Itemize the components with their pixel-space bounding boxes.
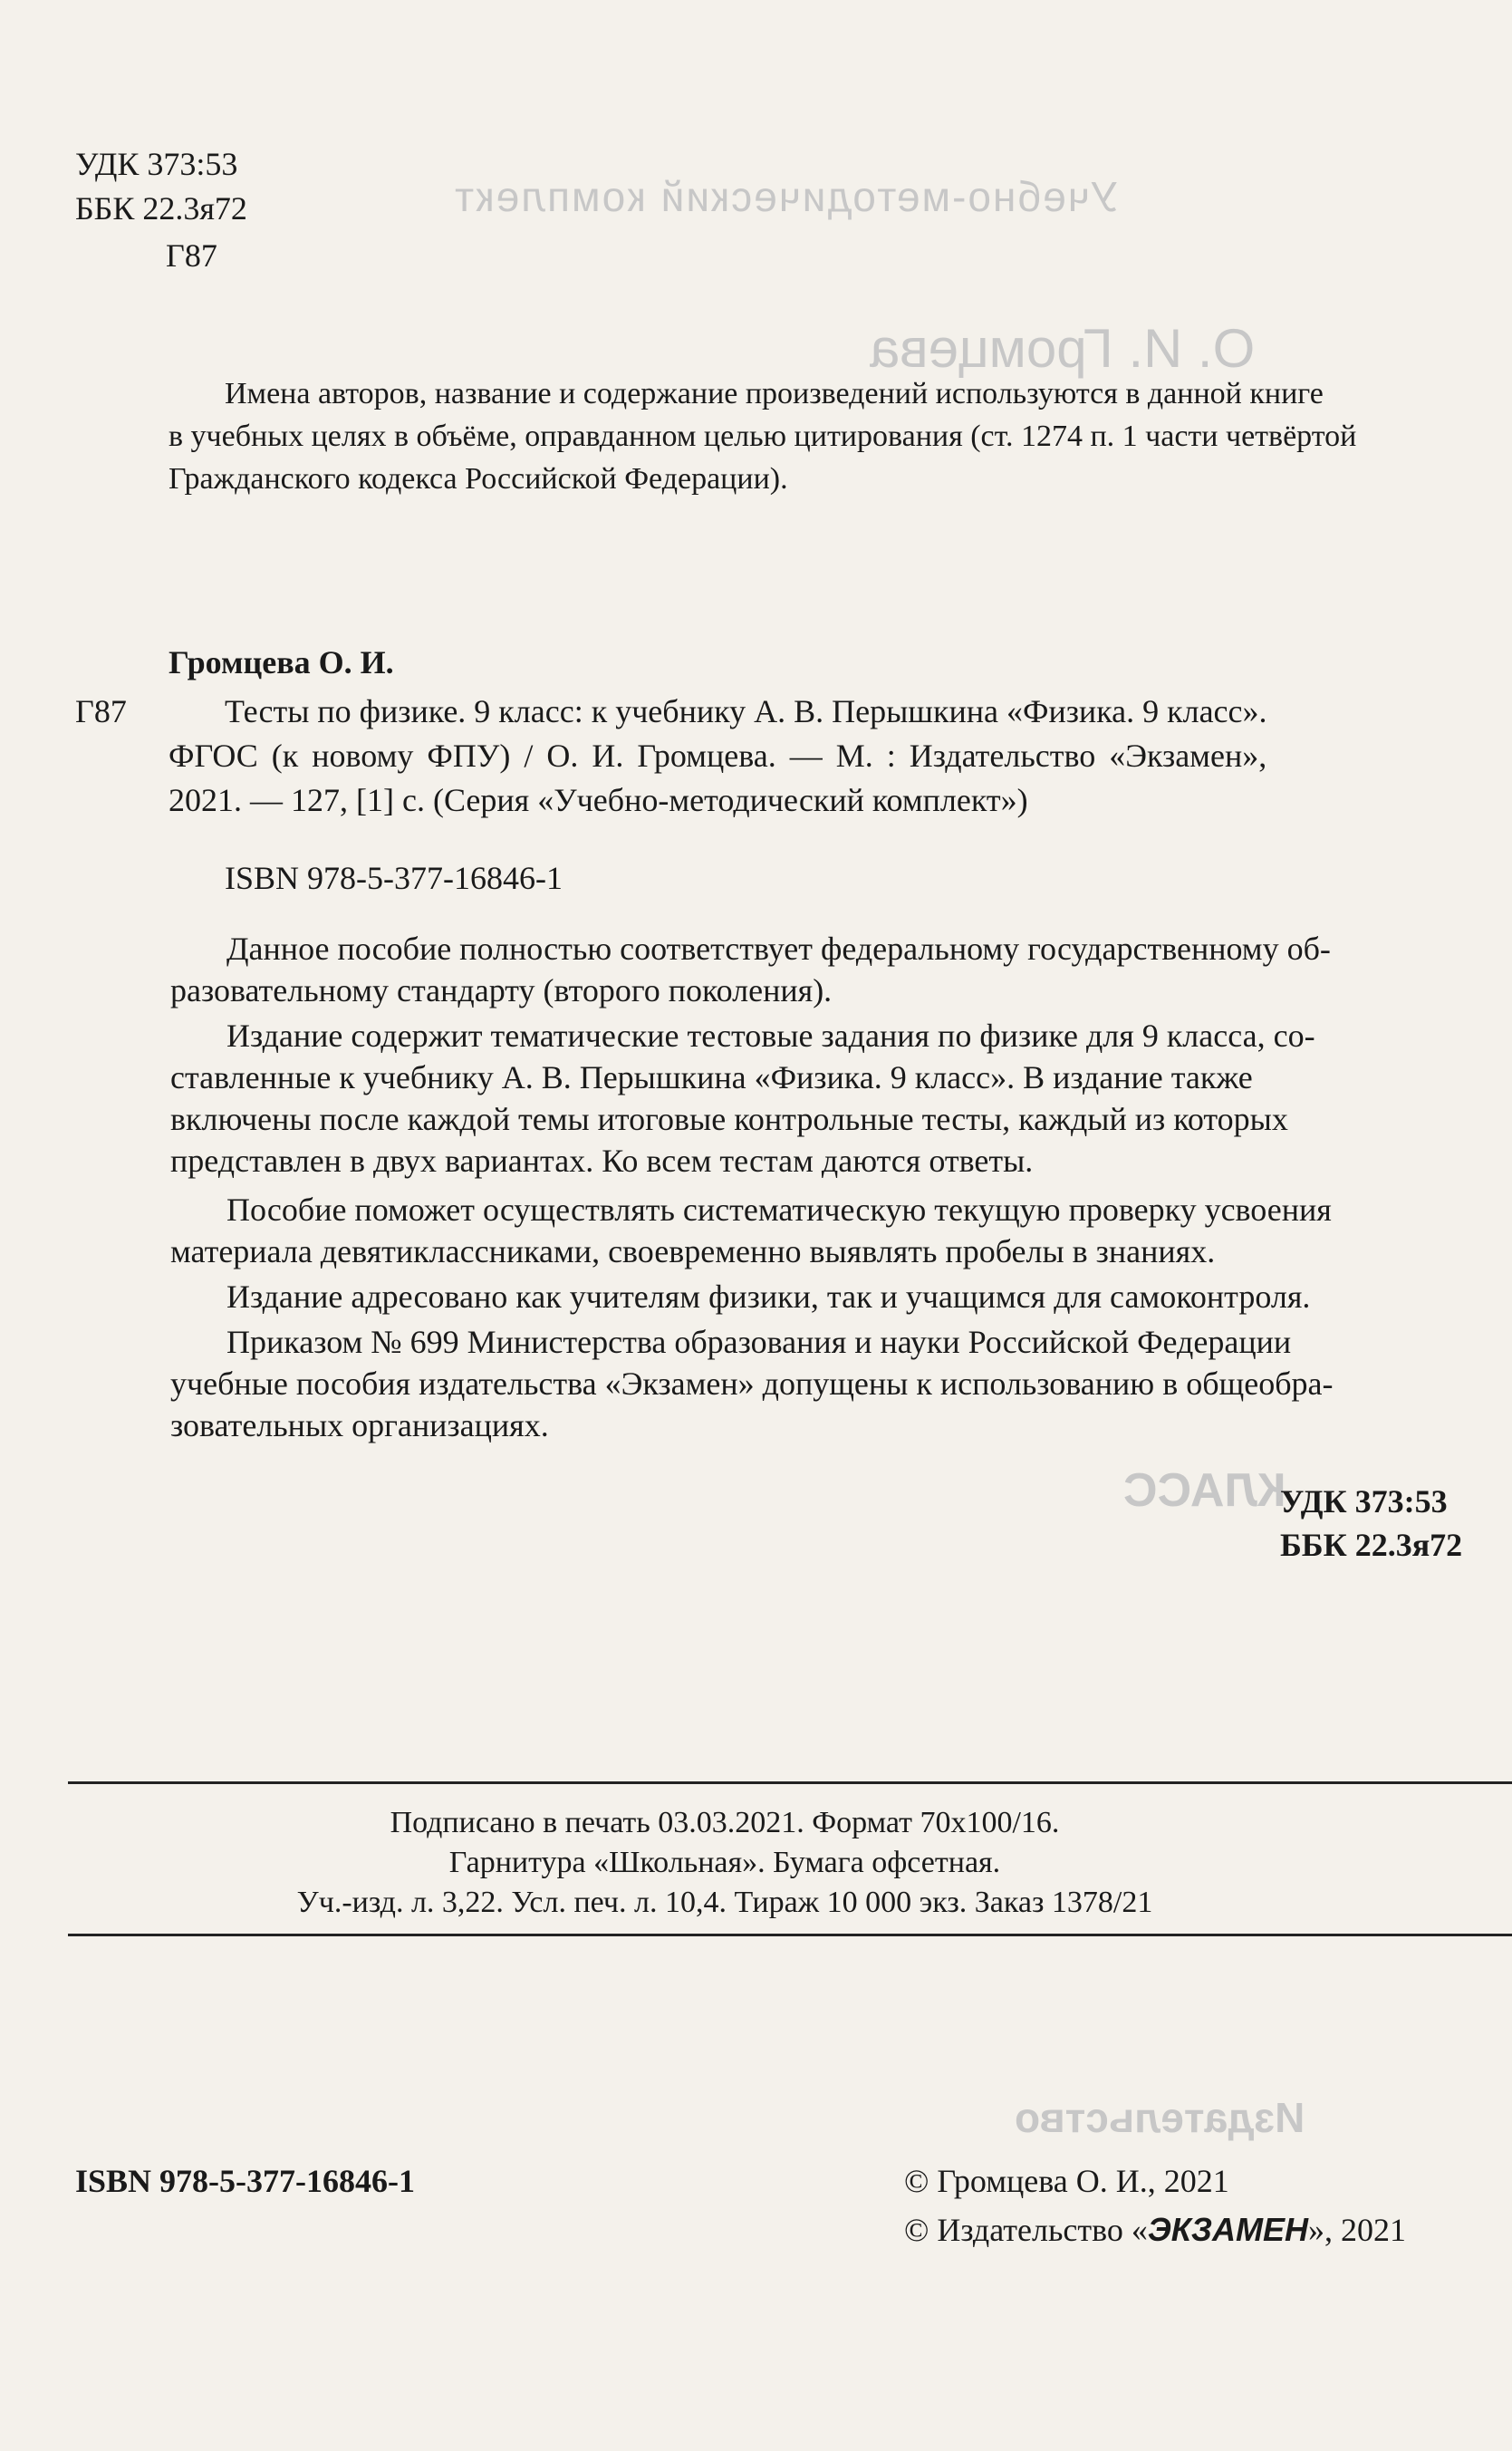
annotation-paragraph-4 — [170, 1276, 1504, 1317]
annotation-line: учебные пособия издательства «Экзамен» допущены к использованию в общеобра- — [170, 1365, 1334, 1402]
annotation-paragraph-1 — [170, 928, 1504, 1011]
annotation-line: Издание содержит тематические тестовые задания по физике для 9 класса, со- — [226, 1018, 1315, 1054]
annotation-line: материала девятиклассниками, своевременно выявлять пробелы в знаниях. — [170, 1233, 1216, 1269]
annotation-line: Данное пособие полностью соответствует федеральному государственному об- — [226, 931, 1331, 967]
annotation-line: включены после каждой темы итоговые контрольные тесты, каждый из которых — [170, 1101, 1288, 1137]
udk-code-bold: УДК 373:53 — [1280, 1483, 1448, 1520]
rights-notice-line-3: Гражданского кодекса Российской Федерации). — [169, 462, 788, 496]
imprint-line: Подписано в печать 03.03.2021. Формат 70x100/16. — [390, 1806, 1060, 1839]
imprint-top-rule — [68, 1781, 1512, 1784]
bbk-code: ББК 22.3я72 — [75, 190, 247, 227]
bbk-code-bold: ББК 22.3я72 — [1280, 1527, 1463, 1563]
bleed-through-publisher: Издательство — [1015, 2094, 1305, 2141]
annotation-line: зовательных организациях. — [170, 1407, 549, 1443]
footer-isbn: ISBN 978-5-377-16846-1 — [75, 2163, 415, 2199]
annotation-line: представлен в двух вариантах. Ко всем тестам даются ответы. — [170, 1143, 1034, 1179]
annotation-paragraph-3 — [170, 1189, 1504, 1272]
imprint-line: Уч.-изд. л. 3,22. Усл. печ. л. 10,4. Тираж 10 000 экз. Заказ 1378/21 — [296, 1886, 1153, 1919]
copyright-publisher-prefix: © Издательство « — [904, 2212, 1148, 2248]
record-description-line-3: 2021. — 127, [1] с. (Серия «Учебно-методический комплект») — [169, 782, 1028, 818]
copyright-author: © Громцева О. И., 2021 — [904, 2163, 1229, 2199]
bleed-through-author: О. И. Громцева — [870, 318, 1256, 379]
copyright-publisher — [904, 2209, 1406, 2251]
udk-code: УДК 373:53 — [75, 146, 238, 182]
imprint-block — [226, 1803, 1223, 1923]
bleed-through-class: КЛАСС — [1123, 1464, 1286, 1517]
annotation-paragraph-2 — [170, 1015, 1504, 1182]
record-description-line-1: Тесты по физике. 9 класс: к учебнику А. В. Перышкина «Физика. 9 класс». — [225, 693, 1267, 729]
annotation-line: разовательному стандарту (второго поколения). — [170, 972, 833, 1008]
annotation-line: Пособие поможет осуществлять систематическую текущую проверку усвоения — [226, 1192, 1332, 1228]
annotation-line: ставленные к учебнику А. В. Перышкина «Физика. 9 класс». В издание также — [170, 1059, 1253, 1095]
rights-notice-line-2: в учебных целях в объёме, оправданном целью цитирования (ст. 1274 п. 1 части четвёртой — [169, 420, 1357, 453]
publisher-name: ЭКЗАМЕН — [1147, 2211, 1308, 2248]
record-author: Громцева О. И. — [169, 644, 394, 680]
annotation-line: Издание адресовано как учителям физики, так и учащимся для самоконтроля. — [226, 1279, 1311, 1315]
record-isbn: ISBN 978-5-377-16846-1 — [225, 860, 563, 896]
copyright-publisher-suffix: », 2021 — [1307, 2212, 1406, 2248]
imprint-line: Гарнитура «Школьная». Бумага офсетная. — [448, 1846, 1001, 1879]
annotation-paragraph-5 — [170, 1321, 1504, 1446]
record-code: Г87 — [75, 693, 127, 729]
record-description-line-2: ФГОС (к новому ФПУ) / О. И. Громцева. — М. : Издательство «Экзамен», — [169, 738, 1267, 774]
imprint-bottom-rule — [68, 1934, 1512, 1936]
annotation-line: Приказом № 699 Министерства образования и науки Российской Федерации — [226, 1324, 1292, 1360]
bleed-through-series: Учебно-методический комплект — [453, 173, 1118, 220]
author-mark: Г87 — [166, 237, 217, 274]
rights-notice-line-1: Имена авторов, название и содержание произведений используются в данной книге — [225, 377, 1324, 410]
